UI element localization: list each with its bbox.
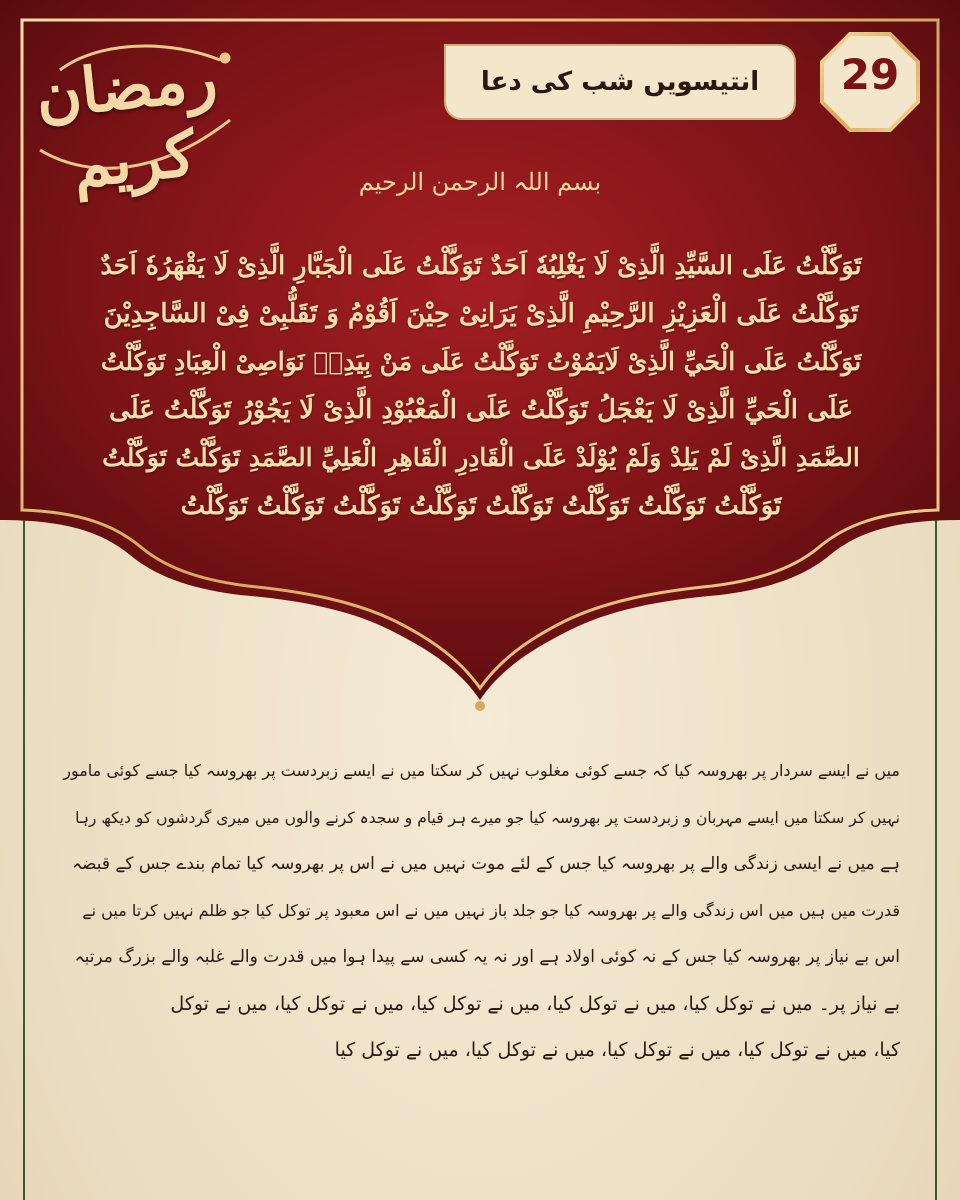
urdu-line: بے نیاز پر۔ میں نے توکل کیا، میں نے توکل کیا، میں نے توکل کیا، میں نے توکل کیا، میں نے توکل [170,992,900,1015]
urdu-line: ہے میں نے ایسی زندگی والے پر بھروسہ کیا جس کے لئے موت نہیں میں نے اس پر بھروسہ کیا تمام بندے جس کے قبضہ [72,854,900,874]
arabic-line: تَوَكَّلْتُ عَلَى الْعَزِيْزِ الرَّحِيْمِ الَّذِىْ يَرَانِىْ حِيْنَ اَقُوْمُ وَ تَقَلُّبِىْ فِىْ السَّاجِدِيْنَ [103,299,859,329]
urdu-line: نہیں کر سکتا میں ایسے مہربان و زبردست پر بھروسہ کیا جو میرے ہر قیام و سجدہ کرنے والوں میں میری گردشوں کو دیکھ رہا [75,808,900,827]
urdu-line: کیا، میں نے توکل کیا، میں نے توکل کیا، میں نے توکل کیا، میں نے توکل کیا [334,1039,900,1061]
logo-calligraphy: رمضان كريم [32,40,221,202]
arabic-line: تَوَكَّلْتُ تَوَكَّلْتُ تَوَكَّلْتُ تَوَكَّلْتُ تَوَكَّلْتُ تَوَكَّلْتُ تَوَكَّلْتُ تَوَكَّلْتُ [180,491,782,521]
arabic-line: تَوَكَّلْتُ عَلَى السَّيِّدِ الَّذِىْ لَا يَغْلِبُهٗ اَحَدٌ تَوَكَّلْتُ عَلَى الْجَبَّارِ الَّذِىْ لَا يَقْهَرُهٗ اَحَدٌ [100,251,862,281]
bismillah: بسم اللہ الرحمن الرحیم [358,168,602,196]
arabic-line: تَوَكَّلْتُ عَلَى الْحَيِّ الَّذِىْ لَايَمُوْتُ تَوَكَّلْتُ عَلَى مَنْ بِيَدِهٖ نَوَاصِىْ الْعِبَادِ تَوَكَّلْتُ [100,347,862,376]
night-number-badge: 29 [840,50,900,99]
page-title: انتیسویں شب کی دعا [480,67,760,97]
arabic-line: الصَّمَدِ الَّذِىْ لَمْ يَلِدْ وَلَمْ يُوْلَدْ عَلَى الْقَادِرِ الْقَاهِرِ الْعَلِيِّ الصَّمَدِ تَوَكَّلْتُ تَوَكَّلْتُ [102,443,860,472]
urdu-translation [60,748,900,1074]
arabic-dua [96,242,866,530]
arch-ornament [475,701,485,711]
urdu-line: اس بے نیاز پر بھروسہ کیا جس کے نہ کوئی اولاد ہے اور نہ یہ کسی سے پیدا ہوا میں قدرت والے غلبہ والے بزرگ مرتبہ [74,947,900,967]
urdu-line: قدرت میں ہیں میں اس زندگی والے پر بھروسہ کیا جو جلد باز نہیں میں نے اس معبود پر توکل کیا جو ظلم نہیں کرتا میں نے [82,900,900,920]
title-banner [444,44,796,120]
urdu-line: میں نے ایسے سردار پر بھروسہ کیا کہ جسے کوئی مغلوب نہیں کر سکتا میں نے ایسے زبردست پر بھروسہ کیا جسے کوئی مامور [63,761,900,780]
arabic-line: عَلَى الْحَيِّ الَّذِىْ لَا يَعْجَلُ تَوَكَّلْتُ عَلَى الْمَعْبُوْدِ الَّذِىْ لَا يَجُوْرُ تَوَكَّلْتُ عَلَى [109,395,853,425]
